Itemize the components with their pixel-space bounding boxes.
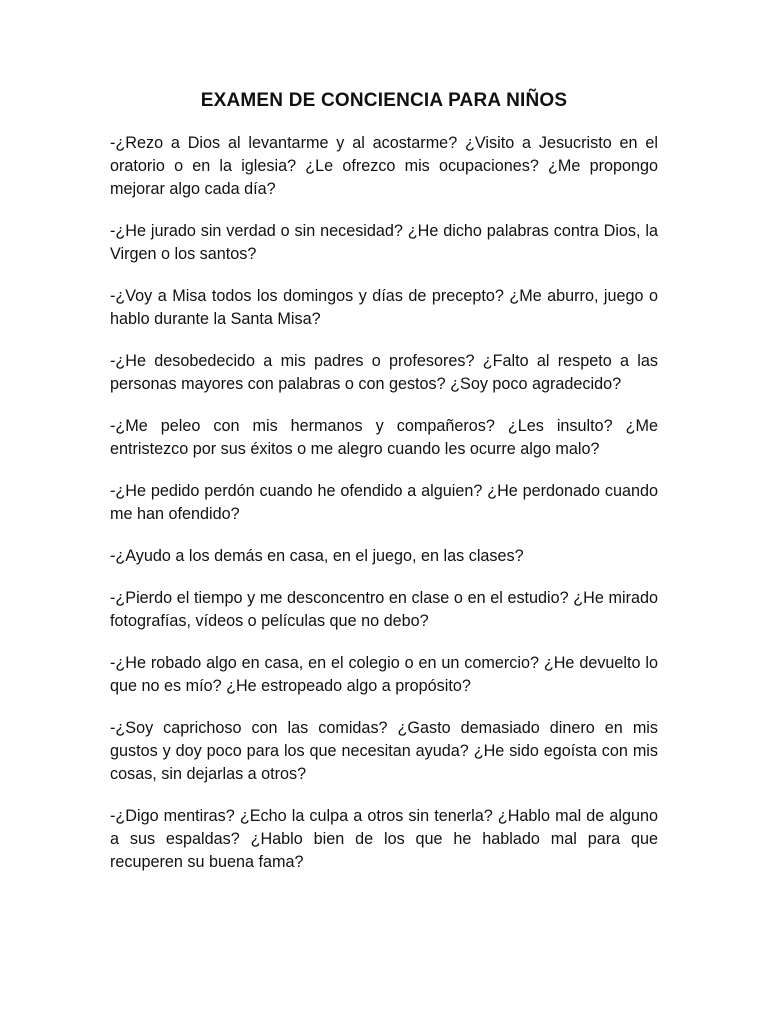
document-title: EXAMEN DE CONCIENCIA PARA NIÑOS: [200, 90, 568, 111]
paragraph-obedience: -¿He desobedecido a mis padres o profesores? ¿Falto al respeto a las personas mayores con palabras o con gestos? ¿Soy poco agradecido?: [110, 352, 658, 393]
paragraph-siblings: -¿Me peleo con mis hermanos y compañeros? ¿Les insulto? ¿Me entristezco por sus éxitos o me alegro cuando les ocurre algo malo?: [110, 417, 658, 458]
paragraph-stealing: -¿He robado algo en casa, en el colegio o en un comercio? ¿He devuelto lo que no es mío? ¿He estropeado algo a propósito?: [110, 654, 658, 695]
paragraph-prayer: -¿Rezo a Dios al levantarme y al acostarme? ¿Visito a Jesucristo en el oratorio o en la iglesia? ¿Le ofrezco mis ocupaciones? ¿Me propongo mejorar algo cada día?: [110, 134, 658, 198]
document-body: [110, 132, 658, 893]
paragraph-selfishness: -¿Soy caprichoso con las comidas? ¿Gasto demasiado dinero en mis gustos y doy poco para los que necesitan ayuda? ¿He sido egoísta con mis cosas, sin dejarlas a otros?: [110, 719, 658, 783]
paragraph-mass: -¿Voy a Misa todos los domingos y días de precepto? ¿Me aburro, juego o hablo durante la Santa Misa?: [110, 287, 658, 328]
paragraph-study: -¿Pierdo el tiempo y me desconcentro en clase o en el estudio? ¿He mirado fotografías, vídeos o películas que no debo?: [110, 589, 658, 630]
paragraph-helping: -¿Ayudo a los demás en casa, en el juego, en las clases?: [110, 547, 524, 565]
paragraph-swearing: -¿He jurado sin verdad o sin necesidad? ¿He dicho palabras contra Dios, la Virgen o los santos?: [110, 222, 658, 263]
paragraph-forgiveness: -¿He pedido perdón cuando he ofendido a alguien? ¿He perdonado cuando me han ofendido?: [110, 482, 658, 523]
paragraph-lying: -¿Digo mentiras? ¿Echo la culpa a otros sin tenerla? ¿Hablo mal de alguno a sus espaldas? ¿Hablo bien de los que he hablado mal para que recuperen su buena fama?: [110, 807, 658, 871]
